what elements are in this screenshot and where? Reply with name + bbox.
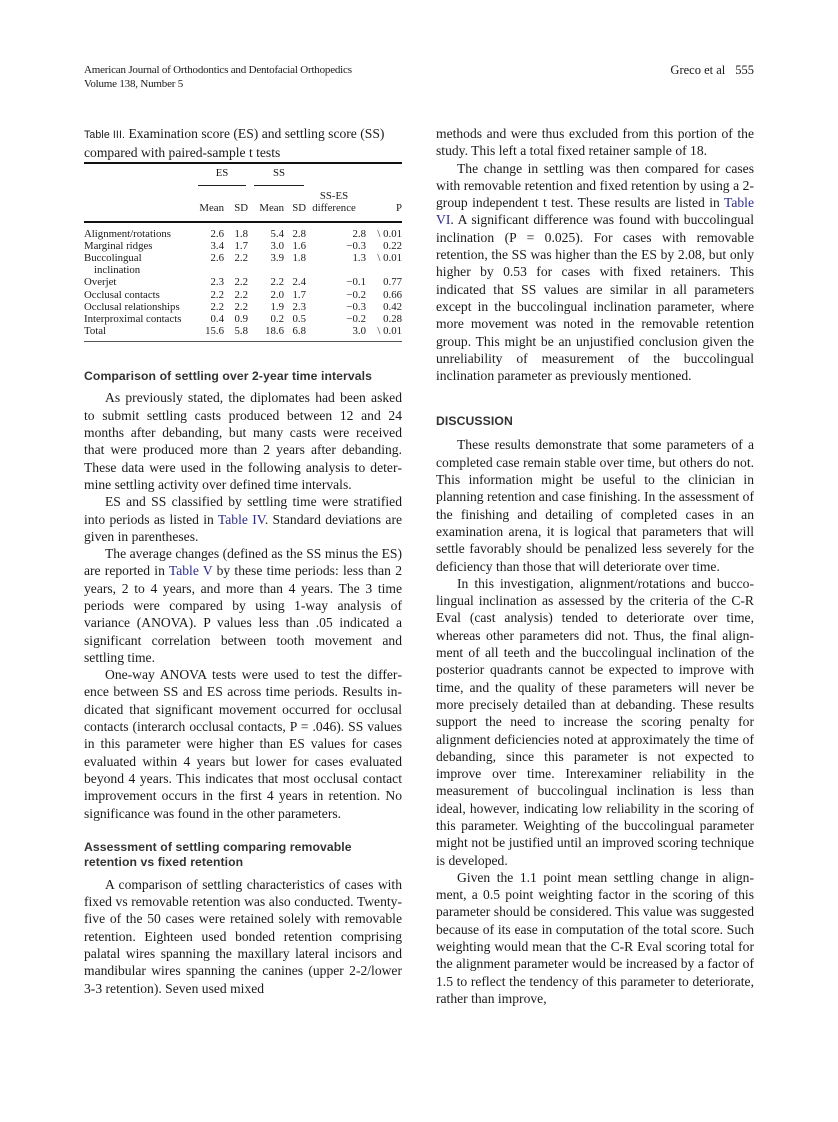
table-row: Marginal ridges 3.4 1.7 3.0 1.6 −0.3 0.22 <box>84 239 402 252</box>
paragraph: ES and SS classified by settling time were stratified into periods as listed in Table IV. Standard deviations are given in parentheses. <box>84 494 402 544</box>
table-row: Alignment/rotations 2.6 1.8 5.4 2.8 2.8 \ 0.01 <box>84 227 402 240</box>
table-row: Buccolingual inclination 2.6 2.2 3.9 1.8 1.3 \ 0.01 <box>84 252 402 277</box>
right-column <box>436 125 754 1007</box>
section-heading-time-intervals: Comparison of settling over 2-year time intervals <box>84 369 373 384</box>
group-header-es: ES <box>196 163 248 186</box>
table-label: Table III. <box>84 129 126 141</box>
paragraph: Given the 1.1 point mean settling change in alignment, a 0.5 point weighting factor in the scoring of this parameter should be considered. This value was suggested because of its ease in computation of the total score. Such weighting would mean that the C-R Eval scoring total for the alignment parameter would be increased by a factor of 1.5 to reflect the tendency of this parameter to deteriorate, rather than improve, <box>436 869 754 1006</box>
table-row: Interproximal contacts 0.4 0.9 0.2 0.5 −0.2 0.28 <box>84 313 402 326</box>
table-iv-link[interactable]: Table IV <box>217 511 265 527</box>
table-row: Occlusal relationships 2.2 2.2 1.9 2.3 −0.3 0.42 <box>84 300 402 313</box>
journal-volume: Volume 138, Number 5 <box>84 78 184 90</box>
table-row: Overjet 2.3 2.2 2.2 2.4 −0.1 0.77 <box>84 276 402 289</box>
col-header-ss-sd: SD <box>292 202 306 215</box>
col-header-p: P <box>395 202 402 215</box>
paragraph: In this investigation, alignment/rotations and buccolingual inclination as assessed by the criteria of the C-R Eval (cast analysis) tended to deteriorate over time, whereas other parameters did not. Thus, the final alignment of all teeth and the buccolingual inclination of the posterior quadrants cannot be expected to improve with time, and the quality of these parameters will never be more precisely detailed than at debanding. These results support the need to increase the scoring penalty for alignment deficiencies noted at approximately the time of debanding, since this parameter is not expected to improve over time. Interexaminer reliability in the measurement of buccolingual inclination is less than ideal, however, indicating low reliability in the scoring of this parameter. Weighting of the buccolingual parameter might not be justified until an improved scoring technique is developed. <box>436 575 754 868</box>
col-header-es-mean: Mean <box>199 202 224 215</box>
paragraph: A comparison of settling characteristics of cases with fixed vs removable retention was also conducted. Twenty-five of the 50 cases were retained solely with removable retention. Eighteen used bonded retention comprising palatal wires spanning the maxillary lateral incisors and mandibular wires spanning the canines (upper 2-2/lower 3-3 retention). Seven used mixed <box>84 876 402 996</box>
left-column <box>84 125 402 997</box>
author-page <box>670 63 754 77</box>
paragraph: The average changes (defined as the SS minus the ES) are reported in Table V by these time periods: less than 2 years, 2 to 4 years, and more than 4 years. The 3 time periods were compared by using 1-way analysis of variance (ANOVA). P values less than .05 indicated a significant correlation between tooth movement and settling time. <box>84 546 402 665</box>
page-number: 555 <box>735 63 754 77</box>
paragraph: These results demonstrate that some parameters of a completed case remain stable over time, but others do not. This information might be useful to the clinician in planning retention and case finishing. In the assessment of the finishing and detailing of completed cases in an examination arena, it is logical that parameters that will settle favorably should be penalized less severely for the deficiency than those that will deteriorate over time. <box>436 437 754 574</box>
journal-info <box>84 63 352 91</box>
col-header-es-sd: SD <box>234 202 248 215</box>
group-header-ss: SS <box>248 163 306 186</box>
paragraph: As previously stated, the diplomates had been asked to submit settling casts produced between 12 and 24 months after debanding, but many casts were received that were produced more than 2 years after debanding. These data were used in the following analysis to determine settling activity over defined time intervals. <box>84 390 402 492</box>
journal-title: American Journal of Orthodontics and Dentofacial Orthopedics <box>84 64 352 76</box>
table-row: Occlusal contacts 2.2 2.2 2.0 1.7 −0.2 0.66 <box>84 288 402 301</box>
running-authors: Greco et al <box>670 63 726 77</box>
table-title: Examination score (ES) and settling score (SS) compared with paired-sample t tests <box>84 126 385 160</box>
table-caption <box>84 125 402 161</box>
section-heading-retention: Assessment of settling comparing removable retention vs fixed retention <box>84 839 352 869</box>
table-vi-link[interactable]: Table VI <box>436 195 754 228</box>
col-header-ssdiff-bottom: difference <box>312 202 356 215</box>
section-heading-discussion: DISCUSSION <box>436 414 513 429</box>
paragraph: The change in settling was then compared for cases with removable retention and fixed retention by using a 2-group independent t test. These results are listed in Table VI. A significant difference was found with buccolingual inclination (P = 0.025). For cases with removable retention, the SS was higher than the ES by 2.08, but only higher by 0.53 for cases with fixed retainers. This indicated that SS values are similar in all parameters except in the buccolingual inclination parameter, where more movement was noted in the removable retention group. This might be an unjustified conclusion given the unreliability of measurement of the buccolingual inclination parameter as previously mentioned. <box>436 160 754 384</box>
paragraph: methods and were thus excluded from this portion of the study. This left a total fixed retainer sample of 18. <box>436 126 754 159</box>
table-v-link[interactable]: Table V <box>168 563 213 579</box>
col-header-ssdiff-top: SS-ES <box>319 190 349 203</box>
paragraph: One-way ANOVA tests were used to test the difference between SS and ES across time periods. Results indicated that significant movement occurred for occlusal contacts (interarch occlusal contacts, P = .046). SS values in this parameter were higher than ES values for cases evaluated within 4 years but lower for cases evaluated beyond 4 years. This indicates that most occlusal contact improvement occurs in the first 4 years in retention. No significance was found in the other parameters. <box>84 667 402 821</box>
data-table <box>84 162 402 342</box>
table-row-total: Total 15.6 5.8 18.6 6.8 3.0 \ 0.01 <box>84 325 402 342</box>
col-header-ss-mean: Mean <box>259 202 284 215</box>
